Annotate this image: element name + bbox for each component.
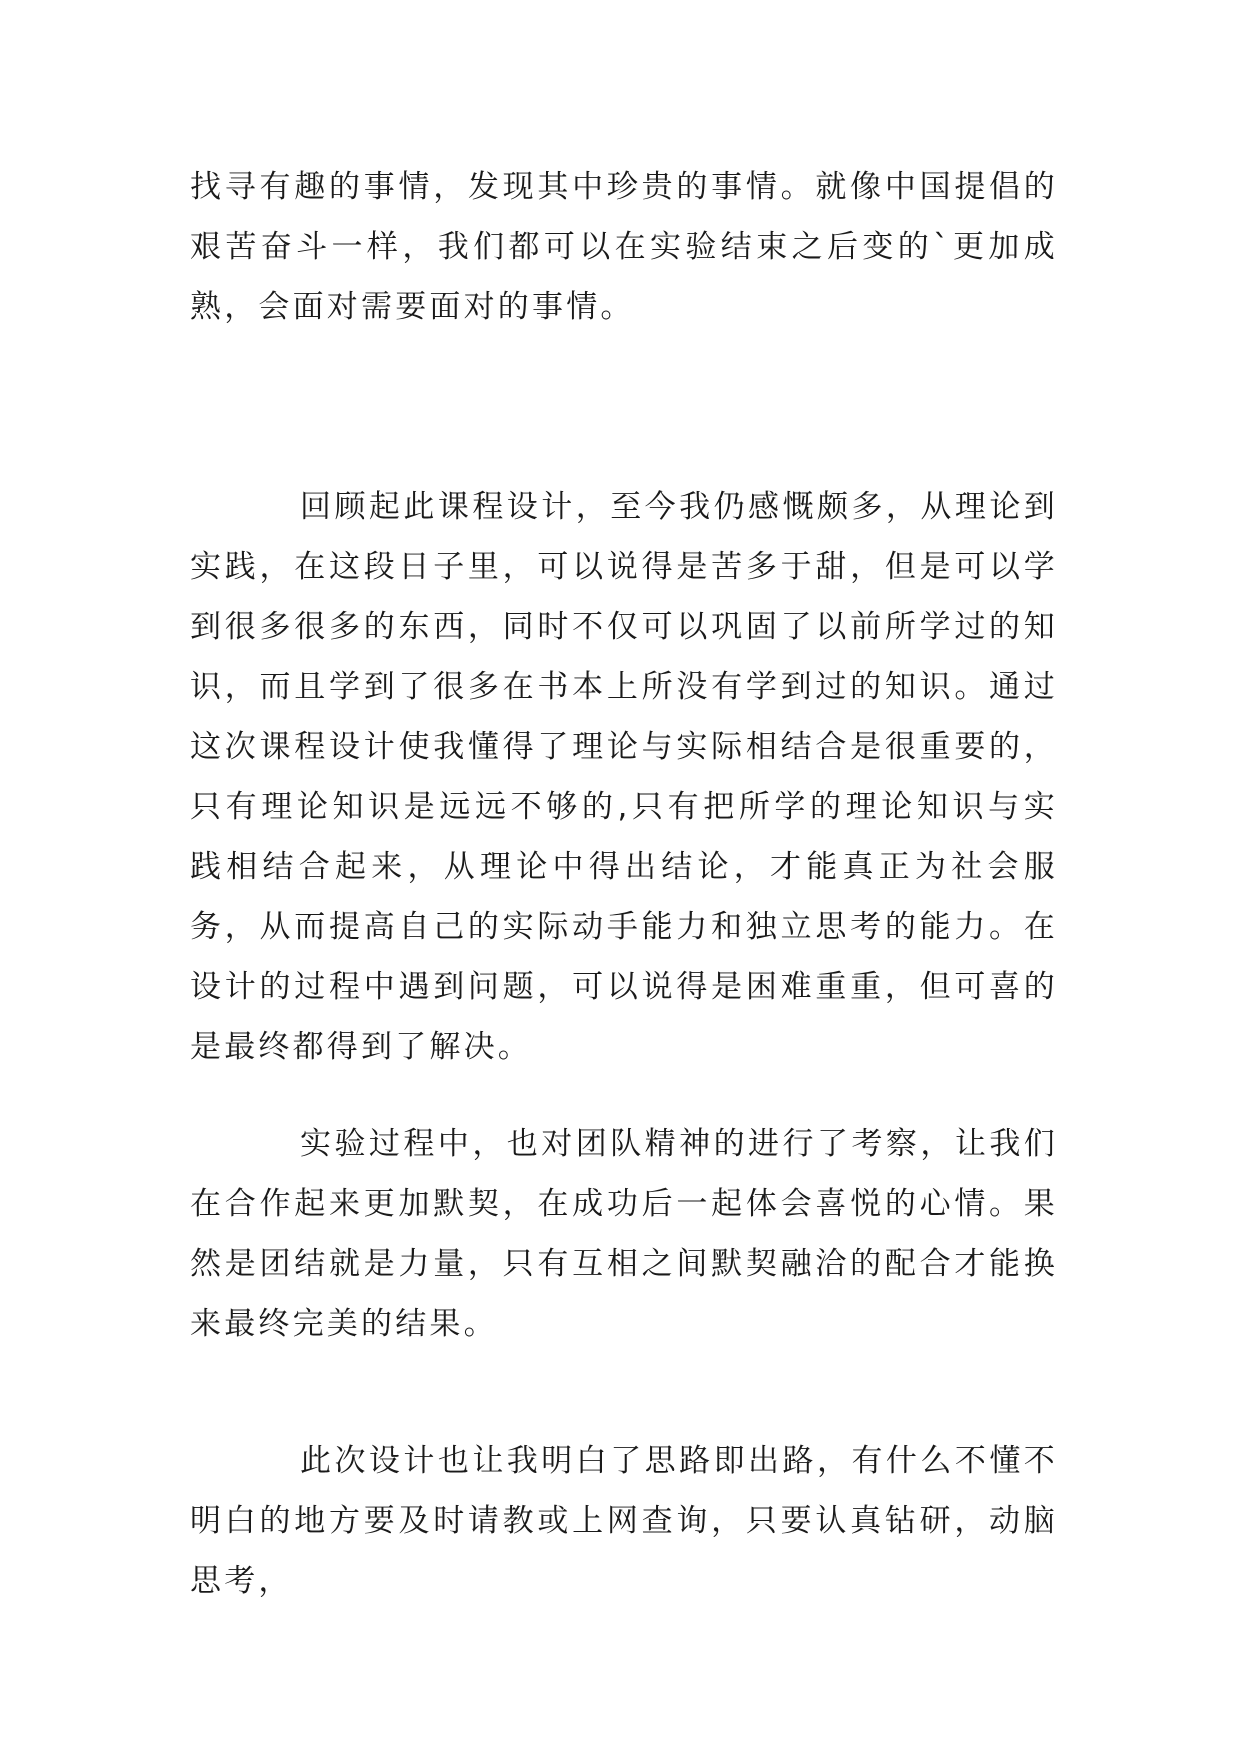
paragraph-course-design-review: 回顾起此课程设计，至今我仍感慨颇多，从理论到实践，在这段日子里，可以说得是苦多于甜，但是可以学到很多很多的东西，同时不仅可以巩固了以前所学过的知识，而且学到了很多在书本上所没有学到过的知识。通过这次课程设计使我懂得了理论与实际相结合是很重要的，只有理论知识是远远不够的,只有把所学的理论知识与实践相结合起来，从理论中得出结论，才能真正为社会服务，从而提高自己的实际动手能力和独立思考的能力。在设计的过程中遇到问题，可以说得是困难重重，但可喜的是最终都得到了解决。: [190, 489, 1058, 1065]
paragraph-teamwork: 实验过程中，也对团队精神的进行了考察，让我们在合作起来更加默契，在成功后一起体会喜悦的心情。果然是团结就是力量，只有互相之间默契融洽的配合才能换来最终完美的结果。: [190, 1126, 1058, 1342]
paragraph-continuation: 找寻有趣的事情，发现其中珍贵的事情。就像中国提倡的艰苦奋斗一样，我们都可以在实验结束之后变的`更加成熟，会面对需要面对的事情。: [190, 169, 1058, 325]
paragraph-thinking-approach: 此次设计也让我明白了思路即出路，有什么不懂不明白的地方要及时请教或上网查询，只要认真钻研，动脑思考，: [190, 1443, 1058, 1599]
